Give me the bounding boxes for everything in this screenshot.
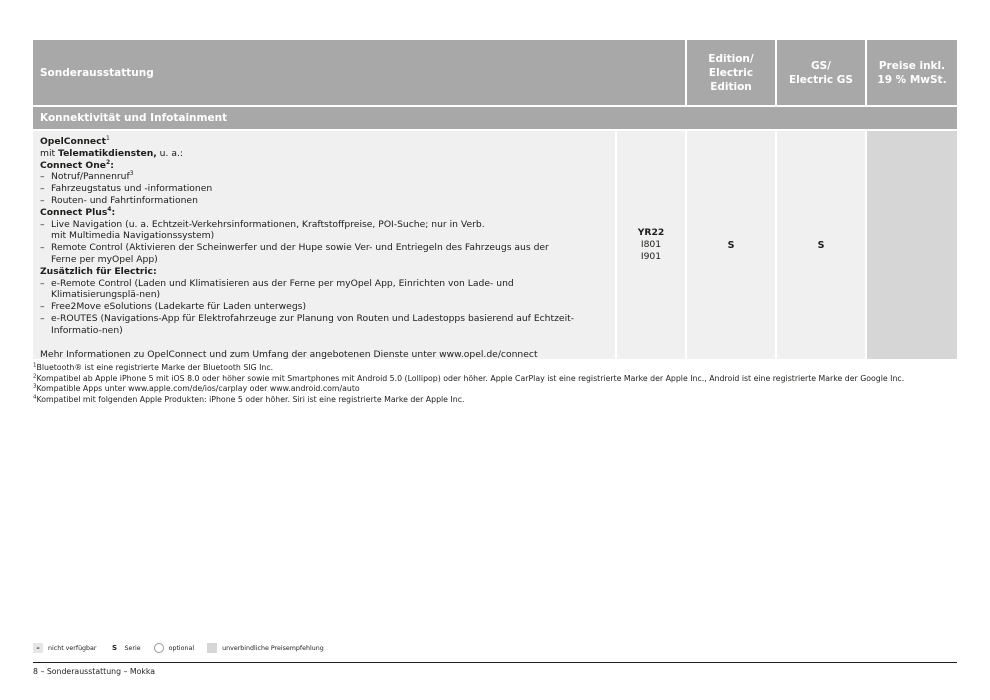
connect-plus-label: Connect Plus	[40, 206, 108, 218]
feature-description-cell	[33, 131, 615, 359]
list-item: – e-ROUTES (Navigations-App für Elektrofahrzeuge zur Planung von Routen und Ladestopps basierend auf Echtzeit-Informatio-nen)	[40, 313, 615, 337]
option-code: I801	[640, 239, 662, 251]
footnote-text: Kompatible Apps unter www.apple.com/de/ios/carplay oder www.android.com/auto	[36, 384, 360, 393]
feature-description	[40, 136, 615, 360]
connect-one-heading	[40, 160, 615, 172]
header-edition	[687, 40, 775, 105]
legend-item	[33, 643, 97, 653]
legend-item	[154, 643, 195, 653]
header-gs	[777, 40, 865, 105]
header-price	[867, 40, 957, 105]
gs-cell	[777, 131, 865, 359]
gs-value: S	[817, 239, 825, 251]
connect-one-suffix: :	[110, 159, 114, 171]
option-codes	[638, 227, 665, 262]
feature-intro-post: u. a.:	[156, 147, 183, 159]
connect-plus-sup: 4	[107, 205, 112, 213]
feature-title-sup: 1	[105, 134, 110, 142]
legend-label: unverbindliche Preisempfehlung	[222, 644, 324, 652]
footnote-number: 4	[33, 393, 37, 400]
optional-circle-icon	[154, 643, 164, 653]
list-item: – Fahrzeugstatus und -informationen	[40, 183, 615, 195]
more-info: Mehr Informationen zu OpelConnect und zum Umfang der angebotenen Dienste unter www.opel.de/connect	[40, 348, 538, 360]
legend-label: optional	[168, 644, 195, 652]
footnote-text: Kompatibel ab Apple iPhone 5 mit iOS 8.0 oder höher sowie mit Smartphones mit Android 5.0 (Lollipop) oder höher. Apple CarPlay ist eine registrierte Marke der Apple Inc., Android ist eine registrierte Marke der Google Inc.	[36, 373, 905, 383]
feature-intro-pre: mit	[40, 147, 59, 159]
section-header	[33, 107, 957, 129]
footnote-number: 3	[33, 383, 37, 390]
legend-label: nicht verfügbar	[48, 644, 97, 652]
list-item: – Routen- und Fahrtinformationen	[40, 195, 615, 207]
page-footer: 8 – Sonderausstattung – Mokka	[33, 667, 156, 676]
electric-heading: Zusätzlich für Electric:	[40, 265, 157, 277]
list-item: – Live Navigation (u. a. Echtzeit-Verkehrsinformationen, Kraftstoffpreise, POI-Suche; nur in Verb. mit Multimedia Navigationssystem)	[40, 219, 615, 243]
list-item-text: Routen- und Fahrtinformationen	[51, 194, 198, 206]
connect-one-sup: 2	[106, 158, 111, 166]
option-code: YR22	[637, 227, 665, 239]
header-gs-line2: Electric GS	[789, 73, 853, 86]
dash-icon: –	[33, 643, 43, 653]
feature-intro-bold: Telematikdiensten,	[58, 147, 157, 159]
edition-value: S	[727, 239, 735, 251]
footnote	[33, 363, 963, 374]
footnote	[33, 384, 963, 395]
connect-plus-suffix: :	[111, 206, 116, 218]
option-code: I901	[640, 250, 662, 262]
legend-item	[207, 643, 324, 653]
edition-cell	[687, 131, 775, 359]
list-item: – Free2Move eSolutions (Ladekarte für Laden unterwegs)	[40, 301, 615, 313]
list-item-text: Fahrzeugstatus und -informationen	[51, 183, 213, 195]
list-item-text: Free2Move eSolutions (Ladekarte für Laden unterwegs)	[51, 301, 307, 313]
feature-intro-line	[40, 148, 615, 160]
footnote	[33, 374, 963, 385]
header-feature	[33, 40, 685, 105]
footnote-text: Kompatibel mit folgenden Apple Produkten: iPhone 5 oder höher. Siri ist eine registrierte Marke der Apple Inc.	[36, 394, 465, 404]
list-item: – Remote Control (Aktivieren der Scheinwerfer und der Hupe sowie Ver- und Entriegeln des Fahrzeugs aus der Ferne per myOpel App)	[40, 242, 615, 266]
section-title: Konnektivität und Infotainment	[40, 112, 228, 124]
legend-item	[110, 643, 141, 653]
connect-one-label: Connect One	[40, 159, 106, 171]
footnote-text: Bluetooth® ist eine registrierte Marke der Bluetooth SIG Inc.	[36, 363, 274, 372]
price-box-icon	[207, 643, 217, 653]
footnote-number: 1	[33, 362, 37, 369]
list-item-text: e-ROUTES (Navigations-App für Elektrofahrzeuge zur Planung von Routen und Ladestopps basierend auf Echtzeit-Informatio-nen)	[51, 312, 575, 336]
footnote	[33, 395, 963, 406]
list-item-text: Notruf/Pannenruf	[51, 171, 130, 183]
header-feature-label: Sonderausstattung	[40, 66, 154, 79]
list-item-text: Live Navigation (u. a. Echtzeit-Verkehrsinformationen, Kraftstoffpreise, POI-Suche; nur in Verb. mit Multimedia Navigationssystem)	[51, 218, 485, 242]
legend	[33, 642, 337, 654]
list-item: – Notruf/Pannenruf$^3$	[40, 170, 134, 183]
header-gs-line1: GS/	[810, 59, 831, 72]
list-item-sup: 3	[129, 170, 134, 178]
legend-label: Serie	[124, 644, 141, 652]
standard-s-icon: S	[110, 643, 120, 653]
header-edition-line2: Electric Edition	[708, 66, 754, 93]
header-price-line1: Preise inkl.	[878, 59, 946, 72]
option-code-cell	[617, 131, 685, 359]
list-item: – e-Remote Control (Laden und Klimatisieren aus der Ferne per myOpel App, Einrichten von Lade- und Klimatisierungsplä-nen)	[40, 278, 615, 302]
footer-divider	[33, 662, 957, 663]
footnotes	[33, 363, 963, 405]
header-price-line2: 19 % MwSt.	[877, 73, 947, 86]
header-edition-line1: Edition/	[708, 52, 754, 65]
feature-title-line	[40, 136, 615, 148]
feature-title: OpelConnect	[40, 136, 106, 147]
connect-plus-heading	[40, 207, 615, 219]
list-item-text: Remote Control (Aktivieren der Scheinwerfer und der Hupe sowie Ver- und Entriegeln des Fahrzeugs aus der Ferne per myOpel App)	[51, 242, 549, 265]
price-cell	[867, 131, 957, 359]
list-item-text: e-Remote Control (Laden und Klimatisieren aus der Ferne per myOpel App, Einrichten von Lade- und Klimatisierungsplä-nen)	[51, 277, 514, 301]
footnote-number: 2	[33, 372, 37, 379]
